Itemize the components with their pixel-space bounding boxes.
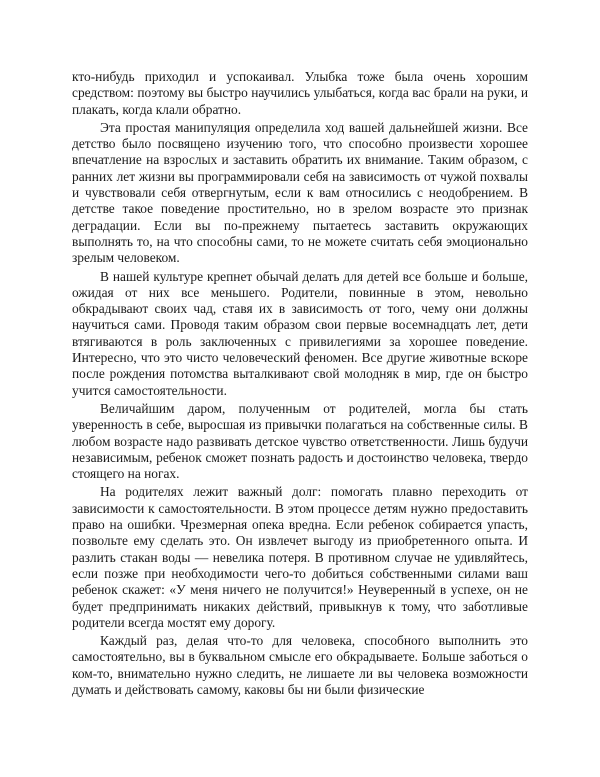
paragraph: В нашей культуре крепнет обычай делать для детей все больше и больше, ожидая от них все меньшего. Родители, повинные в этом, невольно обкрадывают своих чад, ставя их в зависимость от того, чему они должны научиться сами. Проводя таким образом свои первые восемнадцать лет, дети втягиваются в роль заключенных с привилегиями за хорошее поведение. Интересно, что это чисто человеческий феномен. Все другие животные вскоре после рождения потомства выталкивают свой молодняк в мир, где он быстро учится самостоятельности. [72,268,528,398]
document-page [72,69,528,700]
paragraph-continued: кто-нибудь приходил и успокаивал. Улыбка тоже была очень хорошим средством: поэтому вы быстро научились улыбаться, когда вас брали на руки, и плакать, когда клали обратно. [72,69,528,117]
paragraph: На родителях лежит важный долг: помогать плавно переходить от зависимости к самостоятельности. В этом процессе детям нужно предоставить право на ошибки. Чрезмерная опека вредна. Если ребенок собирается упасть, позвольте ему сделать это. Он извлечет выгоду из приобретенного опыта. И разлить стакан воды — невелика потеря. В противном случае не удивляйтесь, если позже при необходимости чего-то добиться собственными силами ваш ребенок скажет: «У меня ничего не получится!» Неуверенный в успехе, он не будет предпринимать никаких действий, привыкнув к тому, что заботливые родители всегда мостят ему дорогу. [72,484,528,630]
paragraph: Величайшим даром, полученным от родителей, могла бы стать уверенность в себе, выросшая из привычки полагаться на собственные силы. В любом возрасте надо развивать детское чувство ответственности. Лишь будучи независимым, ребенок сможет познать радость и достоинство человека, твердо стоящего на ногах. [72,400,528,482]
paragraph: Эта простая манипуляция определила ход вашей дальнейшей жизни. Все детство было посвящено изучению того, что способно произвести хорошее впечатление на взрослых и заставить обратить их внимание. Таким образом, с ранних лет жизни вы программировали себя на зависимость от чужой похвалы и чувствовали себя отвергнутым, если к вам относились с неодобрением. В детстве такое поведение простительно, но в зрелом возрасте это признак деградации. Если вы по-прежнему пытаетесь заставить окружающих выполнять то, на что способны сами, то не можете считать себя эмоционально зрелым человеком. [72,119,528,266]
paragraph: Каждый раз, делая что-то для человека, способного выполнить это самостоятельно, вы в буквальном смысле его обкрадываете. Больше заботься о ком-то, внимательно нужно следить, не лишаете ли вы человека возможности думать и действовать самому, каковы бы ни были физические [72,633,528,697]
